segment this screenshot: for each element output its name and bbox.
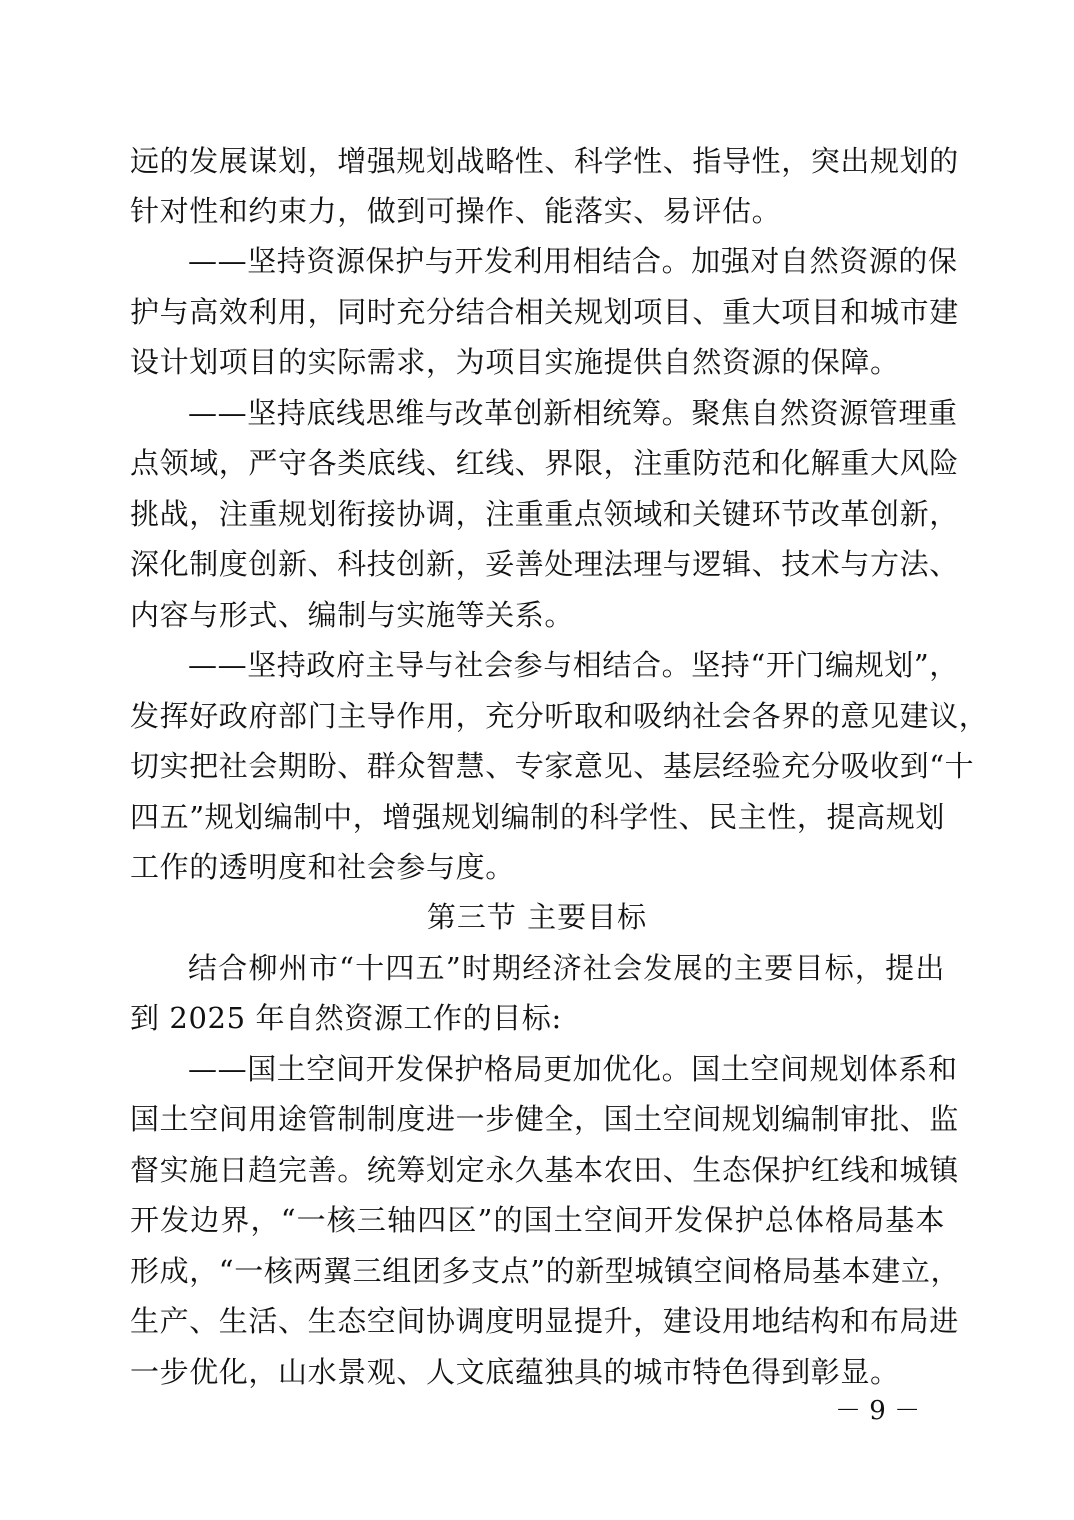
text-line: 一步优化，山水景观、人文底蕴独具的城市特色得到彰显。 [130, 1355, 900, 1389]
text-line: 发挥好政府部门主导作用，充分听取和吸纳社会各界的意见建议， [130, 699, 989, 733]
text-line: 挑战，注重规划衔接协调，注重重点领域和关键环节改革创新， [130, 497, 959, 531]
text-line: 开发边界，“一核三轴四区”的国土空间开发保护总体格局基本 [130, 1203, 945, 1237]
text-line: 护与高效利用，同时充分结合相关规划项目、重大项目和城市建 [130, 295, 959, 329]
text-line: 四五”规划编制中，增强规划编制的科学性、民主性，提高规划 [130, 800, 945, 834]
text-line: 针对性和约束力，做到可操作、能落实、易评估。 [130, 194, 782, 228]
text-line: 深化制度创新、科技创新，妥善处理法理与逻辑、技术与方法、 [130, 547, 959, 581]
text-line: 工作的透明度和社会参与度。 [130, 850, 515, 884]
text-line: 远的发展谋划，增强规划战略性、科学性、指导性，突出规划的 [130, 144, 959, 178]
text-line: 内容与形式、编制与实施等关系。 [130, 598, 575, 632]
text-line: 督实施日趋完善。统筹划定永久基本农田、生态保护红线和城镇 [130, 1153, 959, 1187]
text-line: 切实把社会期盼、群众智慧、专家意见、基层经验充分吸收到“十 [130, 749, 975, 783]
section-heading: 第三节 主要目标 [426, 900, 648, 934]
text-line: ——国土空间开发保护格局更加优化。国土空间规划体系和 [188, 1052, 958, 1086]
text-line: ——坚持政府主导与社会参与相结合。坚持“开门编规划”， [188, 648, 959, 682]
text-line: 结合柳州市“十四五”时期经济社会发展的主要目标，提出 [188, 951, 945, 985]
text-line: 形成，“一核两翼三组团多支点”的新型城镇空间格局基本建立， [130, 1254, 961, 1288]
text-line: ——坚持资源保护与开发利用相结合。加强对自然资源的保 [188, 244, 958, 278]
text-line: 点领域，严守各类底线、红线、界限，注重防范和化解重大风险 [130, 446, 959, 480]
page-number: － 9 － [835, 1396, 921, 1426]
text-line: ——坚持底线思维与改革创新相统筹。聚焦自然资源管理重 [188, 396, 958, 430]
text-line: 生产、生活、生态空间协调度明显提升，建设用地结构和布局进 [130, 1304, 959, 1338]
text-line: 到 2025 年自然资源工作的目标: [130, 1001, 562, 1035]
text-line: 设计划项目的实际需求，为项目实施提供自然资源的保障。 [130, 345, 900, 379]
text-line: 国土空间用途管制制度进一步健全，国土空间规划编制审批、监 [130, 1102, 959, 1136]
